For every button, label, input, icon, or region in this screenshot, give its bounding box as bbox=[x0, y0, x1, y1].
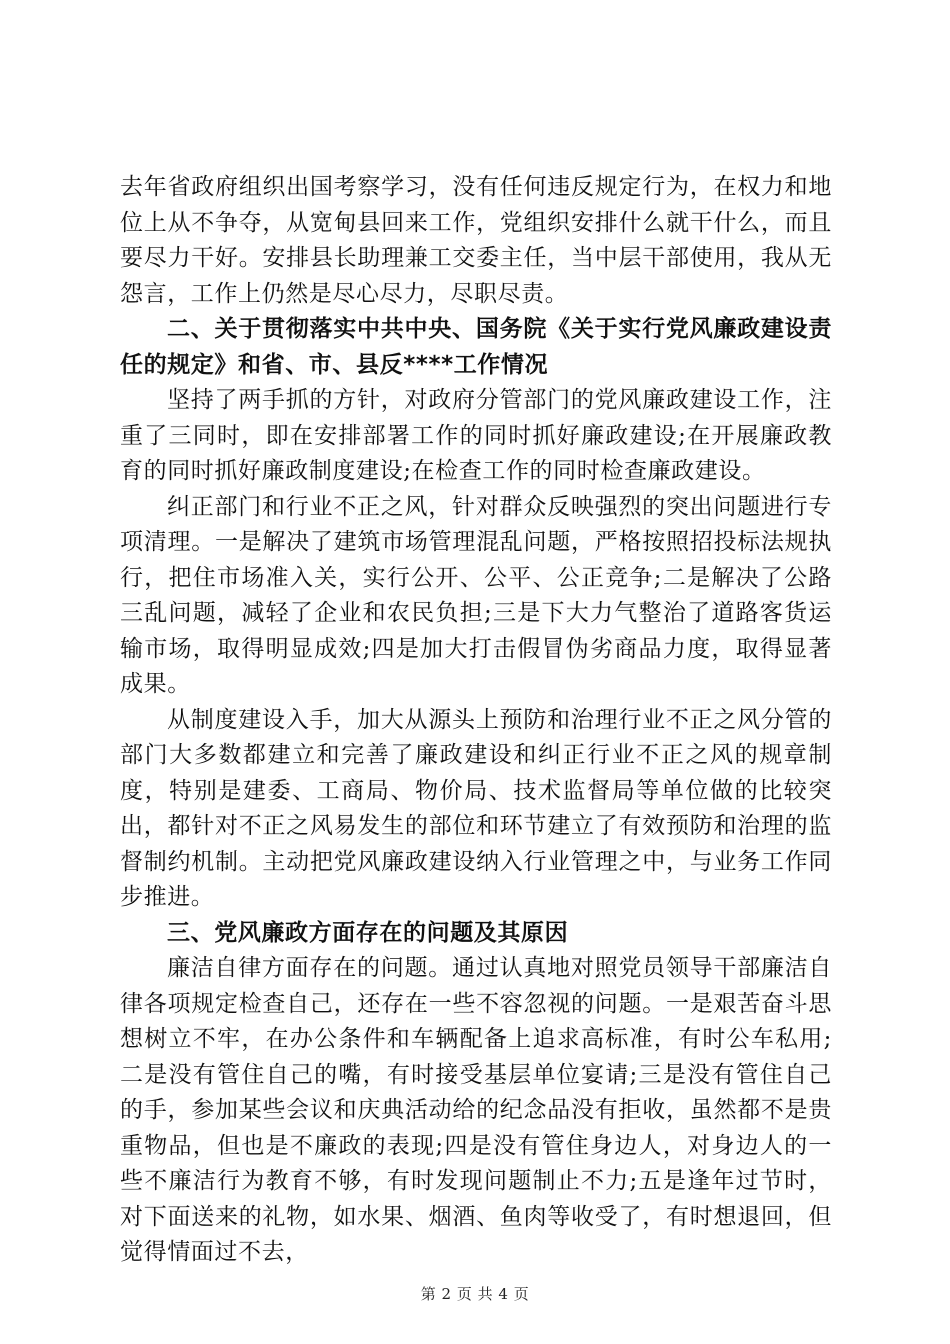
paragraph: 从制度建设入手，加大从源头上预防和治理行业不正之风分管的部门大多数都建立和完善了廉政建设和纠正行业不正之风的规章制度，特别是建委、工商局、物价局、技术监督局等单位做的比较突出，都针对不正之风易发生的部位和环节建立了有效预防和治理的监督制约机制。主动把党风廉政建设纳入行业管理之中，与业务工作同步推进。 bbox=[120, 706, 832, 910]
page-number-footer: 第 2 页 共 4 页 bbox=[420, 1285, 530, 1303]
section-heading-three: 三、党风廉政方面存在的问题及其原因 bbox=[167, 919, 569, 946]
paragraph: 纠正部门和行业不正之风，针对群众反映强烈的突出问题进行专项清理。一是解决了建筑市场管理混乱问题，严格按照招投标法规执行，把住市场准入关，实行公开、公平、公正竞争;二是解决了公路三乱问题，减轻了企业和农民负担;三是下大力气整治了道路客货运输市场，取得明显成效;四是加大打击假冒伪劣商品力度，取得显著成果。 bbox=[120, 493, 832, 697]
paragraph: 廉洁自律方面存在的问题。通过认真地对照党员领导干部廉洁自律各项规定检查自己，还存在一些不容忽视的问题。一是艰苦奋斗思想树立不牢，在办公条件和车辆配备上追求高标准，有时公车私用;二是没有管住自己的嘴，有时接受基层单位宴请;三是没有管住自己的手，参加某些会议和庆典活动给的纪念品没有拒收，虽然都不是贵重物品，但也是不廉政的表现;四是没有管住身边人，对身边人的一些不廉洁行为教育不够，有时发现问题制止不力;五是逢年过节时，对下面送来的礼物，如水果、烟酒、鱼肉等收受了，有时想退回，但觉得情面过不去， bbox=[120, 955, 832, 1265]
paragraph-continued: 去年省政府组织出国考察学习，没有任何违反规定行为，在权力和地位上从不争夺，从宽甸县回来工作，党组织安排什么就干什么，而且要尽力干好。安排县长助理兼工交委主任，当中层干部使用，我从无怨言，工作上仍然是尽心尽力，尽职尽责。 bbox=[120, 174, 832, 307]
section-heading-two: 二、关于贯彻落实中共中央、国务院《关于实行党风廉政建设责任的规定》和省、市、县反****工作情况 bbox=[120, 316, 832, 378]
document-body bbox=[120, 170, 832, 1271]
paragraph: 坚持了两手抓的方针，对政府分管部门的党风廉政建设工作，注重了三同时，即在安排部署工作的同时抓好廉政建设;在开展廉政教育的同时抓好廉政制度建设;在检查工作的同时检查廉政建设。 bbox=[120, 387, 832, 484]
